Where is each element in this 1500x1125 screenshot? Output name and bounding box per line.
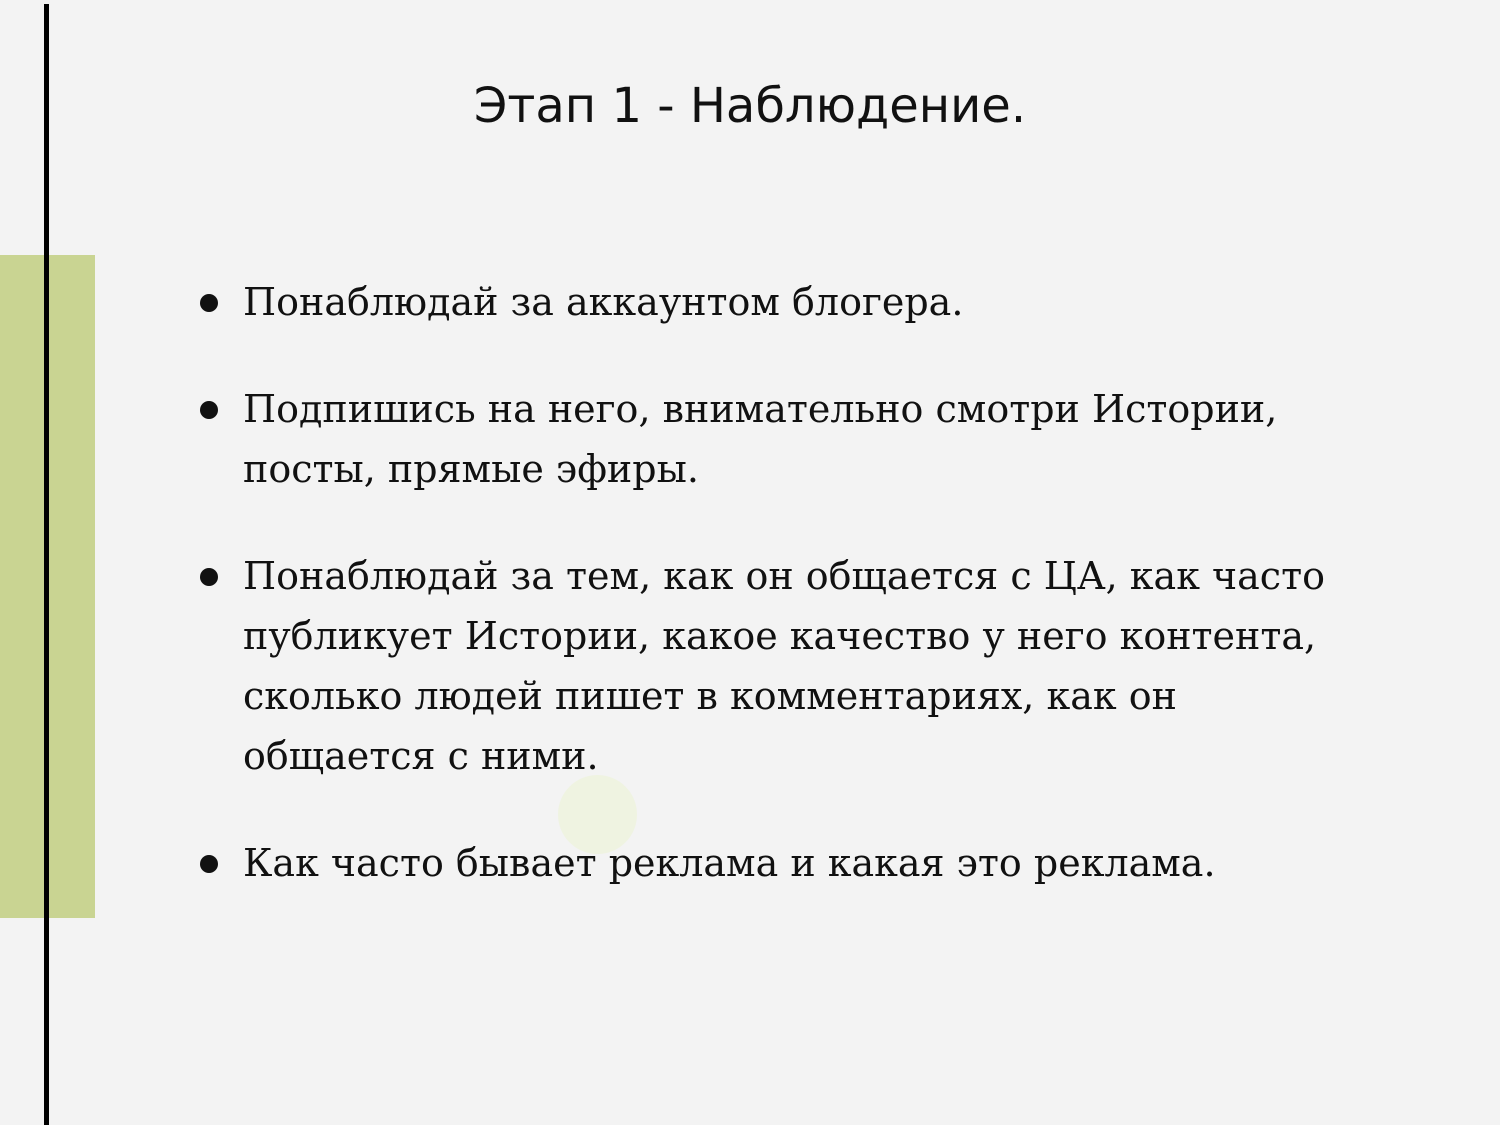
- bullet-icon: [200, 855, 218, 873]
- bullet-icon: [200, 568, 218, 586]
- vertical-divider: [44, 4, 49, 1125]
- bullet-icon: [200, 401, 218, 419]
- bullet-text: Понаблюдай за аккаунтом блогера.: [243, 280, 964, 324]
- slide-title: Этап 1 - Наблюдение.: [473, 78, 1027, 134]
- bullet-list: [196, 272, 1326, 893]
- bullet-icon: [200, 294, 218, 312]
- list-item: [196, 833, 1326, 893]
- bullet-text: Как часто бывает реклама и какая это реклама.: [243, 841, 1216, 885]
- bullet-text: Подпишись на него, внимательно смотри Истории, посты, прямые эфиры.: [243, 387, 1278, 491]
- list-item: [196, 546, 1326, 786]
- list-item: [196, 379, 1326, 499]
- bullet-text: Понаблюдай за тем, как он общается с ЦА, как часто публикует Истории, какое качество у него контента, сколько людей пишет в комментариях, как он общается с ними.: [243, 554, 1325, 778]
- list-item: [196, 272, 1326, 332]
